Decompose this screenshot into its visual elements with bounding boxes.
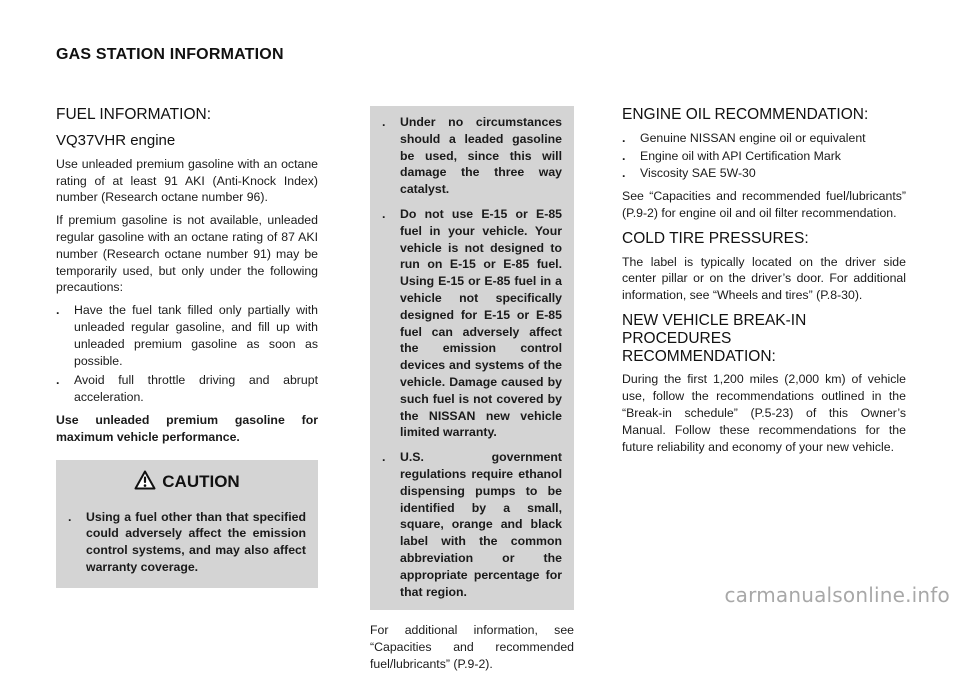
- list-item: . Engine oil with API Certification Mark: [622, 148, 841, 163]
- breakin-heading: NEW VEHICLE BREAK-IN PROCEDURES RECOMMENDATION:: [622, 312, 807, 365]
- bullet-icon: .: [68, 509, 72, 524]
- caution-box: [56, 460, 318, 588]
- list-item: . Do not use E-15 or E-85 fuel in your vehicle. Your vehicle is not designed to run on E-15 or E-85 fuel. Using E-15 or E-85 fuel in a vehicle not specifically designed for E-15 or E-85 fuel can adversely affect the emission control devices and systems of the vehicle. Damage caused by such fuel is not covered by the NISSAN new vehicle limited warranty.: [382, 206, 562, 440]
- list-item: . Under no circumstances should a leaded gasoline be used, since this will damage the three way catalyst.: [382, 115, 562, 197]
- list-item: . Viscosity SAE 5W-30: [622, 166, 756, 181]
- warning-triangle-icon: [134, 470, 156, 495]
- engine-subheading: VQ37VHR engine: [56, 131, 176, 149]
- column-caution-continued: [370, 106, 574, 679]
- fuel-bullet-list: [56, 302, 318, 406]
- caution-header: [68, 470, 306, 495]
- bullet-icon: .: [622, 166, 626, 181]
- bullet-icon: .: [622, 130, 626, 145]
- bullet-icon: .: [382, 206, 386, 221]
- bullet-icon: .: [382, 115, 386, 129]
- caution-continued-list: [382, 114, 562, 600]
- bullet-icon: .: [56, 303, 60, 318]
- fuel-heading: FUEL INFORMATION:: [56, 106, 211, 123]
- caution-label: CAUTION: [162, 472, 240, 492]
- list-item: . Avoid full throttle driving and abrupt acceleration.: [56, 373, 318, 405]
- watermark: carmanualsonline.info: [724, 583, 950, 607]
- bullet-icon: .: [382, 450, 386, 465]
- oil-bullet-list: [622, 130, 906, 182]
- bullet-icon: .: [56, 373, 60, 388]
- oil-text: See “Capacities and recommended fuel/lubricants” (P.9-2) for engine oil and oil filter recommendation.: [622, 189, 906, 220]
- oil-heading: ENGINE OIL RECOMMENDATION:: [622, 106, 869, 123]
- page-title: GAS STATION INFORMATION: [56, 46, 284, 63]
- tire-heading: COLD TIRE PRESSURES:: [622, 229, 809, 247]
- list-item: . Using a fuel other than that specified could adversely affect the emission control systems, and may also affect warranty coverage.: [68, 509, 306, 574]
- fuel-bold-note: Use unleaded premium gasoline for maximum vehicle performance.: [56, 412, 318, 444]
- caution-list: [68, 509, 306, 576]
- fuel-paragraph-1: Use unleaded premium gasoline with an octane rating of at least 91 AKI (Anti-Knock Index) number (Research octane number 96).: [56, 156, 318, 205]
- breakin-text: During the first 1,200 miles (2,000 km) of vehicle use, follow the recommendations outlined in the “Break-in schedule” (P.5-23) of this Owner’s Manual. Follow these recommendations for the future reliability and economy of your new vehicle.: [622, 372, 906, 454]
- caution-continued-box: [370, 106, 574, 610]
- list-item: . U.S. government regulations require ethanol dispensing pumps to be identified by a small, square, orange and black label with the common abbreviation or the appropriate percentage for that region.: [382, 450, 562, 599]
- bullet-icon: .: [622, 148, 626, 163]
- list-item: . Have the fuel tank filled only partially with unleaded regular gasoline, and fill up with unleaded premium gasoline as soon as possible.: [56, 303, 318, 368]
- column-fuel: [56, 106, 318, 588]
- fuel-reference-text: For additional information, see “Capacities and recommended fuel/lubricants” (P.9-2).: [370, 623, 574, 671]
- fuel-paragraph-2: If premium gasoline is not available, unleaded regular gasoline with an octane rating of 87 AKI number (Research octane number 91) may be temporarily used, but only under the following precautions:: [56, 213, 318, 295]
- tire-text: The label is typically located on the driver side center pillar or on the driver’s door. For additional information, see “Wheels and tires” (P.8-30).: [622, 254, 906, 303]
- column-oil-tires: [622, 106, 906, 461]
- list-item: . Genuine NISSAN engine oil or equivalent: [622, 130, 866, 145]
